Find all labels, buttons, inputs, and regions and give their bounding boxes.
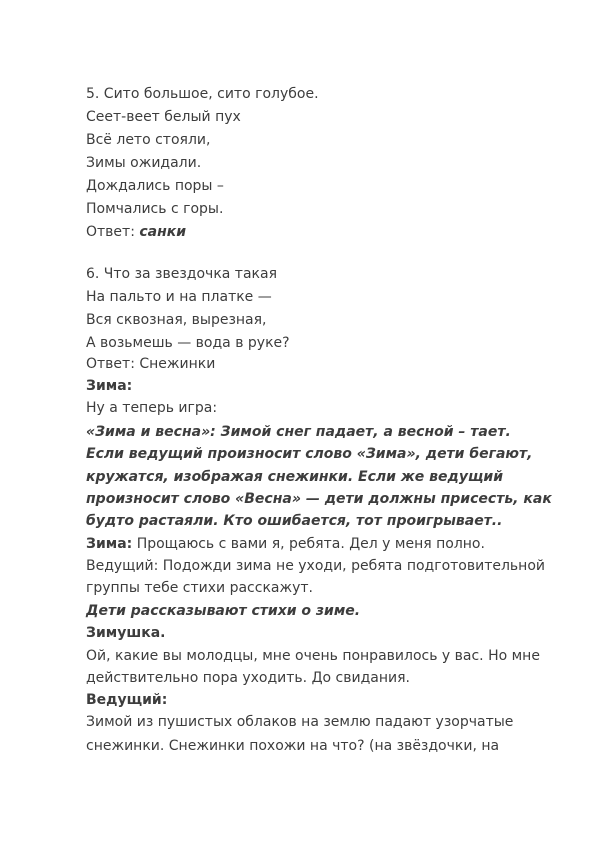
riddle5-answer [86, 224, 186, 241]
game-intro: Ну а теперь игра: [86, 400, 218, 416]
host-speaker: Ведущий: [86, 692, 168, 708]
zimushka-line: действительно пора уходить. До свидания. [86, 670, 410, 686]
answer-value: санки [139, 224, 187, 240]
game-speaker: Зима: [86, 378, 133, 394]
host-text-line: Зимой из пушистых облаков на землю падают узорчатые [86, 714, 514, 730]
game-rule-line: будто растаяли. Кто ошибается, тот проигрывает.. [86, 513, 503, 529]
children-note: Дети рассказывают стихи о зиме. [86, 603, 361, 619]
riddle6-line: 6. Что за звездочка такая [86, 266, 277, 282]
farewell-text: Прощаюсь с вами я, ребята. Дел у меня полно. [132, 536, 485, 552]
riddle5-line: Зимы ожидали. [86, 155, 202, 171]
game-rule-line: произносит слово «Весна» — дети должны присесть, как [86, 491, 552, 507]
riddle5-line: Помчались с горы. [86, 201, 224, 217]
host-text-line: снежинки. Снежинки похожи на что? (на звёздочки, на [86, 738, 500, 754]
host-line: Ведущий: Подожди зима не уходи, ребята подготовительной [86, 558, 545, 574]
game-rule-line: «Зима и весна»: Зимой снег падает, а весной – тает. [86, 424, 511, 440]
game-rule-line: кружатся, изображая снежинки. Если же ведущий [86, 469, 504, 485]
riddle5-line: Дождались поры – [86, 178, 224, 194]
riddle5-line: Всё лето стояли, [86, 132, 211, 148]
riddle6-answer: Ответ: Снежинки [86, 356, 216, 372]
game-rule-line: Если ведущий произносит слово «Зима», дети бегают, [86, 446, 533, 462]
zimushka-line: Ой, какие вы молодцы, мне очень понравилось у вас. Но мне [86, 648, 540, 664]
riddle6-line: Вся сквозная, вырезная, [86, 312, 267, 328]
riddle6-line: На пальто и на платке — [86, 289, 272, 305]
riddle6-line: А возьмешь — вода в руке? [86, 335, 290, 351]
host-line: группы тебе стихи расскажут. [86, 580, 313, 596]
answer-label: Ответ: [86, 224, 140, 240]
riddle5-line: Сеет-веет белый пух [86, 109, 241, 125]
riddle5-line: 5. Сито большое, сито голубое. [86, 86, 319, 102]
farewell-line [86, 536, 485, 553]
farewell-speaker: Зима: [86, 536, 133, 552]
zimushka-speaker: Зимушка. [86, 625, 166, 641]
